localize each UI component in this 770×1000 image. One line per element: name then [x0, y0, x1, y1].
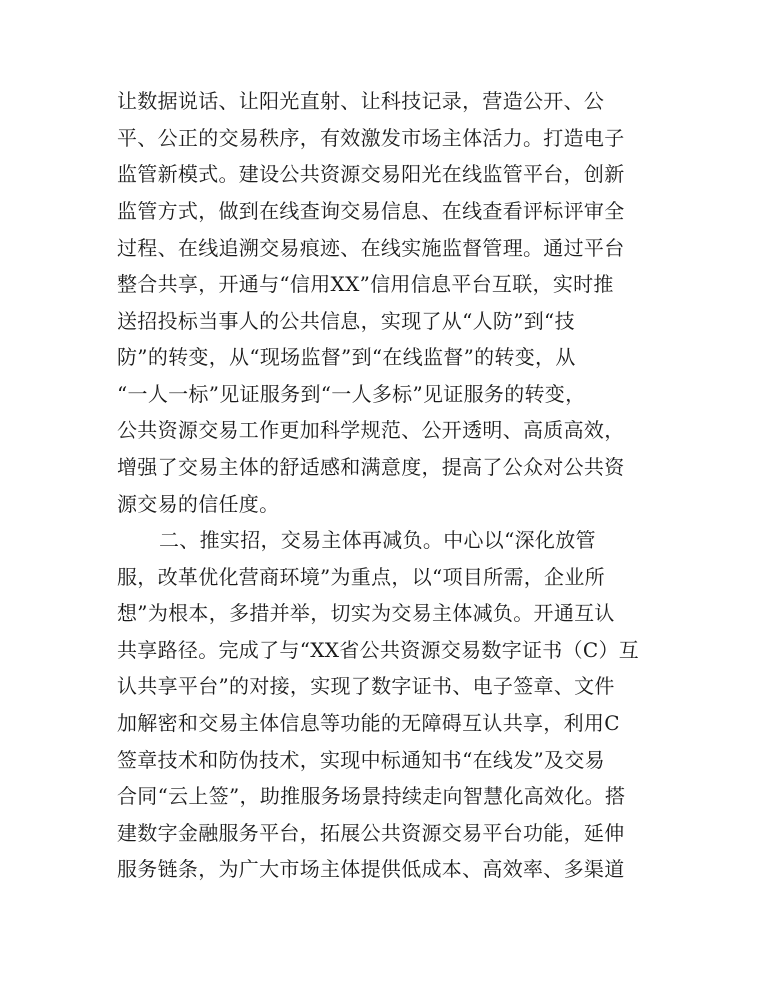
paragraph-first-line: 二、推实招，交易主体再减负。中心以“深化放管: [159, 528, 596, 552]
paragraph-line: 公共资源交易工作更加科学规范、公开透明、高质高效，: [117, 418, 625, 442]
paragraph-line: 加解密和交易主体信息等功能的无障碍互认共享，利用C: [117, 711, 620, 735]
paragraph-line: 监管新模式。建设公共资源交易阳光在线监管平台，创新: [117, 162, 625, 186]
paragraph-line: 签章技术和防伪技术，实现中标通知书“在线发”及交易: [117, 748, 605, 772]
paragraph-line: 增强了交易主体的舒适感和满意度，提高了公众对公共资: [117, 455, 625, 479]
paragraph-line: 整合共享，开通与“信用XX”信用信息平台互联，实时推: [117, 272, 614, 296]
paragraph-line: 建数字金融服务平台，拓展公共资源交易平台功能，延伸: [117, 821, 625, 845]
paragraph-line: 共享路径。完成了与“XX省公共资源交易数字证书（C）互: [117, 638, 640, 662]
paragraph-line: 合同“云上签”，助推服务场景持续走向智慧化高效化。搭: [117, 784, 626, 808]
paragraph-line: 源交易的信任度。: [117, 492, 280, 516]
paragraph-line: 监管方式，做到在线查询交易信息、在线查看评标评审全: [117, 199, 625, 223]
paragraph-line: 送招投标当事人的公共信息，实现了从“人防”到“技: [117, 309, 575, 333]
paragraph-line: 平、公正的交易秩序，有效激发市场主体活力。打造电子: [117, 126, 625, 150]
paragraph-line: 防”的转变，从“现场监督”到“在线监督”的转变，从: [117, 345, 576, 369]
paragraph-line: 服，改革优化营商环境”为重点，以“项目所需，企业所: [117, 565, 605, 589]
paragraph-line: 服务链条，为广大市场主体提供低成本、高效率、多渠道: [117, 857, 625, 881]
paragraph-line: “一人一标”见证服务到“一人多标”见证服务的转变，: [117, 382, 586, 406]
paragraph-line: 让数据说话、让阳光直射、让科技记录，营造公开、公: [117, 89, 605, 113]
paragraph-line: 认共享平台”的对接，实现了数字证书、电子签章、文件: [117, 674, 615, 698]
paragraph-line: 过程、在线追溯交易痕迹、在线实施监督管理。通过平台: [117, 236, 625, 260]
paragraph-line: 想”为根本，多措并举，切实为交易主体减负。开通互认: [117, 601, 615, 625]
